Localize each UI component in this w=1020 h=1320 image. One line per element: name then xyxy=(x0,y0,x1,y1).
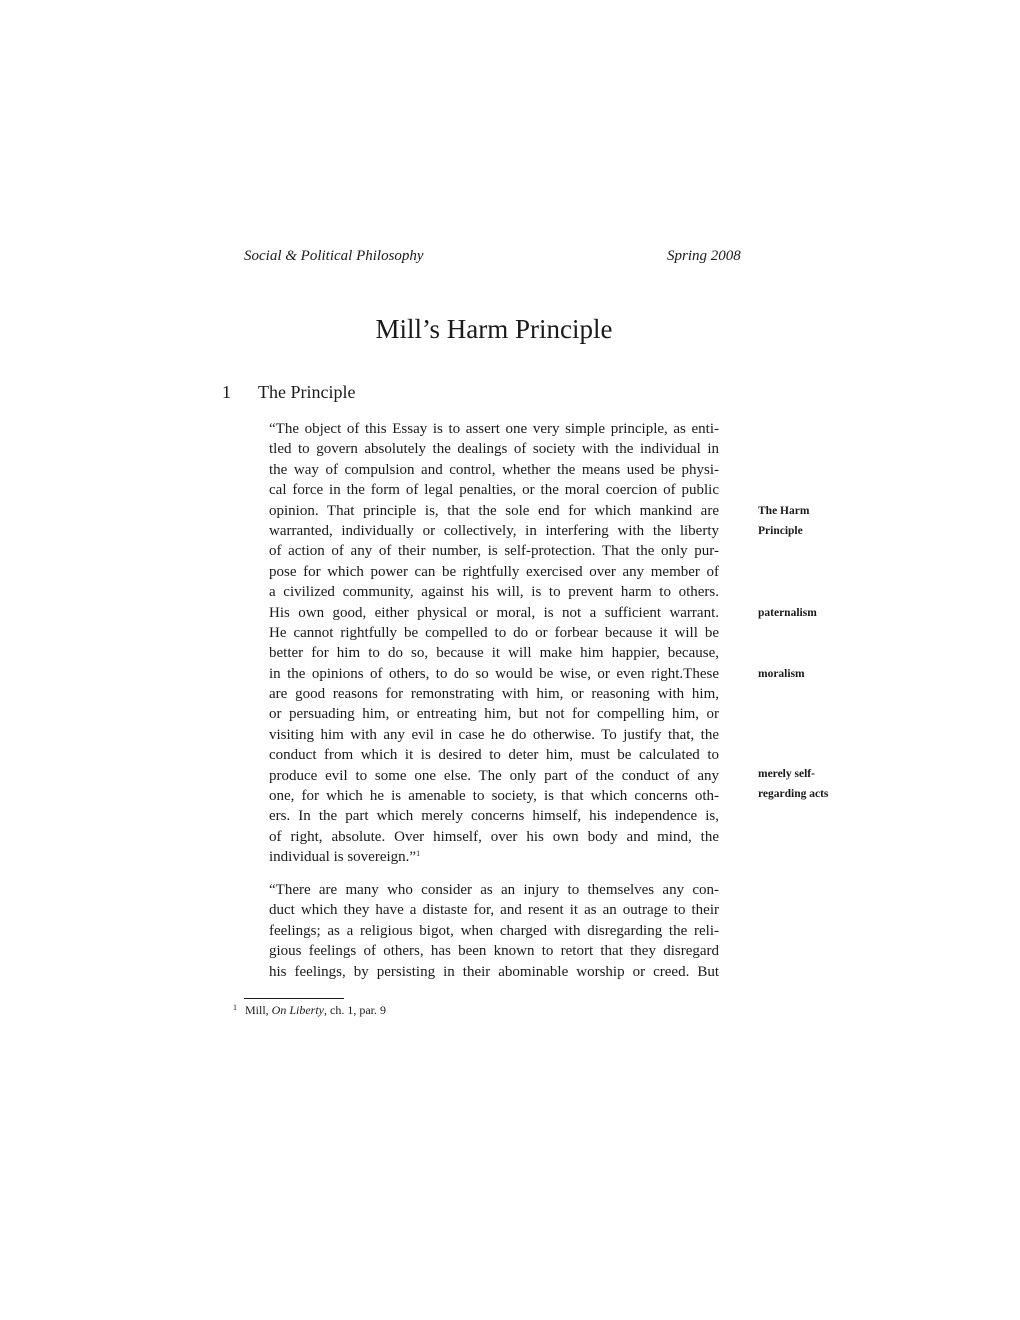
margin-note-line: Principle xyxy=(758,525,803,538)
margin-note-line: The Harm xyxy=(758,505,810,517)
margin-note-self-regarding xyxy=(758,764,828,805)
text-line: cal force in the form of legal penalties, or the moral coercion of public xyxy=(269,482,719,499)
text-line: tled to govern absolutely the dealings of society with the individual in xyxy=(269,441,719,458)
section-title: The Principle xyxy=(258,382,356,402)
text-line: the way of compulsion and control, whether the means used be physi- xyxy=(269,461,719,478)
text-line-final xyxy=(269,847,719,867)
text-line: a civilized community, against his will, is to prevent harm to others. xyxy=(269,584,719,601)
final-line-text: individual is sovereign.” xyxy=(269,849,417,866)
text-line: opinion. That principle is, that the sole end for which mankind are xyxy=(269,502,719,519)
text-line: conduct from which it is desired to deter him, must be calculated to xyxy=(269,747,719,764)
text-line: “The object of this Essay is to assert one very simple principle, as enti- xyxy=(269,421,719,437)
text-line: His own good, either physical or moral, is not a sufficient warrant. xyxy=(269,604,719,621)
running-header-term: Spring 2008 xyxy=(667,248,741,264)
margin-note-line: merely self- xyxy=(758,768,815,780)
footnote-work-title: On Liberty xyxy=(271,1003,325,1017)
quote-paragraph-1 xyxy=(269,419,719,868)
section-number: 1 xyxy=(222,382,231,402)
text-line: are good reasons for remonstrating with him, or reasoning with him, xyxy=(269,686,719,703)
footnote-author: Mill, xyxy=(245,1003,272,1017)
text-line: ers. In the part which merely concerns himself, his independence is, xyxy=(269,808,719,825)
text-line: visiting him with any evil in case he do otherwise. To justify that, the xyxy=(269,726,719,743)
page-title: Mill’s Harm Principle xyxy=(375,314,613,344)
text-line: warranted, individually or collectively, in interfering with the liberty xyxy=(269,522,719,539)
text-line: duct which they have a distaste for, and resent it as an outrage to their xyxy=(269,902,719,919)
text-line: gious feelings of others, has been known to retort that they disregard xyxy=(269,943,719,960)
margin-note-line: regarding acts xyxy=(758,788,829,801)
quote-paragraph-2 xyxy=(269,880,719,982)
footnote-rule xyxy=(244,998,344,999)
text-line: feelings; as a religious bigot, when charged with disregarding the reli- xyxy=(269,922,719,939)
footnote-number: 1 xyxy=(233,1003,237,1012)
text-line: He cannot rightfully be compelled to do or forbear because it will be xyxy=(269,624,719,641)
running-header-course: Social & Political Philosophy xyxy=(244,248,424,264)
text-line: better for him to do so, because it will make him happier, because, xyxy=(269,645,719,662)
text-line: his feelings, by persisting in their abominable worship or creed. But xyxy=(269,963,719,980)
footnote xyxy=(233,1003,386,1018)
text-line: of action of any of their number, is self-protection. That the only pur- xyxy=(269,543,719,560)
margin-note-moralism: moralism xyxy=(758,668,805,680)
margin-note-harm-principle xyxy=(758,501,809,542)
text-line: pose for which power can be rightfully exercised over any member of xyxy=(269,563,719,580)
text-line: “There are many who consider as an injury to themselves any con- xyxy=(269,882,719,898)
footnote-locator: , ch. 1, par. 9 xyxy=(324,1003,387,1017)
footnote-reference[interactable]: 1 xyxy=(416,849,421,859)
text-line: or persuading him, or entreating him, but not for compelling him, or xyxy=(269,706,719,723)
text-line: produce evil to some one else. The only part of the conduct of any xyxy=(269,767,719,784)
section-heading xyxy=(222,382,355,403)
margin-note-paternalism: paternalism xyxy=(758,607,817,619)
text-line: in the opinions of others, to do so would be wise, or even right.These xyxy=(269,665,719,682)
text-line: of right, absolute. Over himself, over his own body and mind, the xyxy=(269,828,719,845)
text-line: one, for which he is amenable to society, is that which concerns oth- xyxy=(269,788,719,805)
